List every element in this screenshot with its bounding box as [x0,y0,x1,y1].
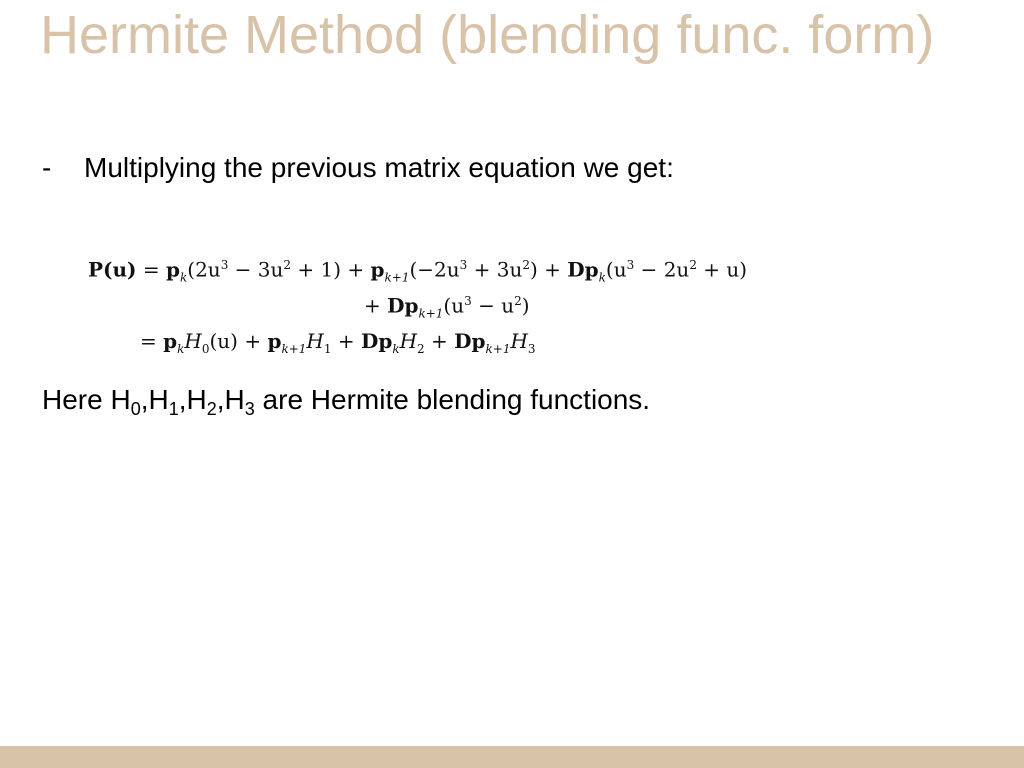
formula-subscript: k [179,270,188,285]
note-text: ,H [178,384,207,415]
formula-expr: − 3u [228,257,284,282]
footer-accent-bar [0,746,1024,768]
formula-subscript: k [598,270,606,285]
formula-exponent: 2 [522,258,531,272]
formula-blending-func: H [184,329,202,353]
bullet-marker: - [42,152,52,183]
formula-equals: = [140,329,164,353]
formula-expr: (u [443,293,465,318]
formula-term: Dp [567,257,599,282]
bullet-text: Multiplying the previous matrix equation we get: [84,152,674,183]
formula-term: Dp [387,293,419,318]
formula-exponent: 2 [514,294,522,308]
formula-expr: − 2u [634,257,690,282]
blending-functions-note [42,382,650,418]
formula-exponent: 3 [626,258,635,272]
note-text: Here H [42,384,131,415]
formula-line-2 [364,288,530,327]
note-text: ,H [216,384,245,415]
formula-subscript: 2 [417,342,425,356]
bullet-item [42,150,674,186]
formula-lhs: P(u) [88,257,137,282]
note-text: ,H [140,384,169,415]
formula-expr: ) [521,293,530,318]
formula-expr: (u) + [209,329,268,353]
formula-subscript: 3 [527,342,536,356]
formula-expr: (2u [187,257,221,282]
formula-expr: (−2u [409,257,460,282]
formula-expr: + 1) + [291,257,371,282]
formula-term: Dp [360,329,393,353]
formula-blending-func: H [399,329,418,353]
formula-subscript: k [177,342,185,356]
formula-equals: = [142,257,160,282]
formula-expr: + 3u [467,257,523,282]
formula-blending-func: H [306,329,324,353]
formula-expr: + u) [696,257,748,282]
formula-subscript: k [392,342,400,356]
formula-subscript: k+1 [485,342,511,356]
note-subscript: 1 [168,399,179,419]
formula-blending-func: H [510,329,528,353]
formula-subscript: k+1 [384,270,410,285]
formula-term: Dp [454,329,486,353]
formula-subscript: k+1 [281,342,307,356]
formula-exponent: 2 [283,258,292,272]
formula-exponent: 3 [464,294,472,308]
formula-term: p [163,329,178,353]
formula-line-1 [88,252,747,291]
note-text: are Hermite blending functions. [254,384,651,415]
note-subscript: 0 [130,399,141,419]
formula-exponent: 3 [459,258,468,272]
note-subscript: 2 [206,399,217,419]
note-subscript: 3 [244,399,255,419]
formula-term: p [370,257,385,282]
formula-subscript: 1 [323,342,332,356]
slide-title: Hermite Method (blending func. form) [40,5,935,65]
formula-expr: − u [471,293,515,318]
formula-expr: (u [605,257,627,282]
formula-subscript: k+1 [418,306,444,321]
formula-subscript: 0 [201,342,210,356]
formula-expr: ) + [530,257,568,282]
formula-line-3 [140,328,536,362]
formula-plus: + [424,329,455,353]
formula-plus: + [331,329,361,353]
formula-term: p [267,329,282,353]
formula-exponent: 2 [689,258,697,272]
hermite-formula [88,246,848,362]
formula-plus: + [364,293,388,318]
formula-exponent: 3 [220,258,229,272]
formula-term: p [166,257,180,282]
